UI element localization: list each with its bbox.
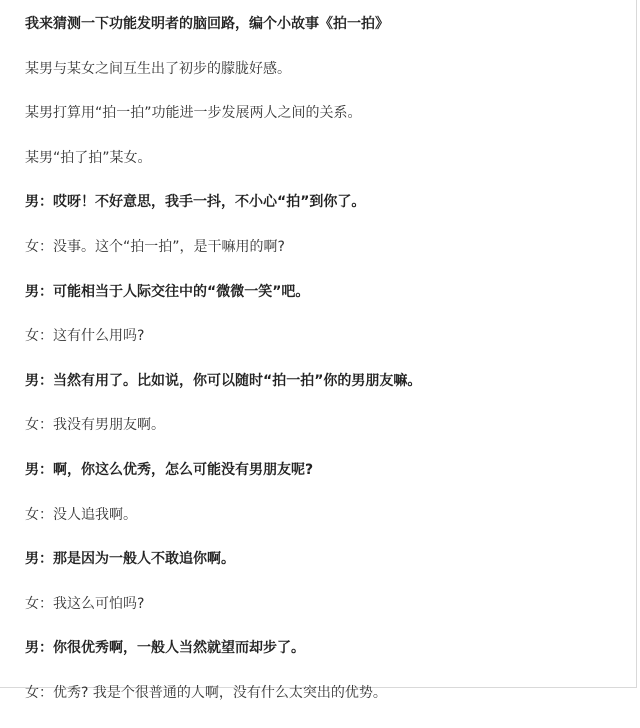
paragraph: 女：这有什么用吗? [25, 328, 145, 345]
article-body [25, 14, 630, 728]
paragraph: 某男与某女之间互生出了初步的朦胧好感。 [25, 60, 291, 77]
paragraph-list [25, 59, 630, 703]
paragraph: 某男“拍了拍”某女。 [25, 149, 152, 166]
paragraph: 女：没事。这个“拍一拍”，是干嘛用的啊? [25, 238, 285, 255]
paragraph: 女：没人追我啊。 [25, 506, 137, 523]
paragraph: 女：我这么可怕吗? [25, 595, 145, 612]
dialogue-line-male: 男：可能相当于人际交往中的“微微一笑”吧。 [25, 283, 310, 300]
paragraph: 女：我没有男朋友啊。 [25, 417, 165, 434]
paragraph: 某男打算用“拍一拍”功能进一步发展两人之间的关系。 [25, 105, 362, 122]
dialogue-line-male: 男：当然有用了。比如说，你可以随时“拍一拍”你的男朋友嘛。 [25, 372, 422, 389]
dialogue-line-male: 男：那是因为一般人不敢追你啊。 [25, 551, 235, 568]
dialogue-line-male: 男：啊，你这么优秀，怎么可能没有男朋友呢? [25, 461, 314, 478]
dialogue-line-male: 男：你很优秀啊，一般人当然就望而却步了。 [25, 640, 305, 657]
article-title: 我来猜测一下功能发明者的脑回路，编个小故事《拍一拍》 [25, 16, 389, 32]
dialogue-line-male: 男：哎呀！不好意思，我手一抖，不小心“拍”到你了。 [25, 194, 366, 211]
paragraph: 女：优秀? 我是个很普通的人啊，没有什么太突出的优势。 [25, 684, 387, 701]
